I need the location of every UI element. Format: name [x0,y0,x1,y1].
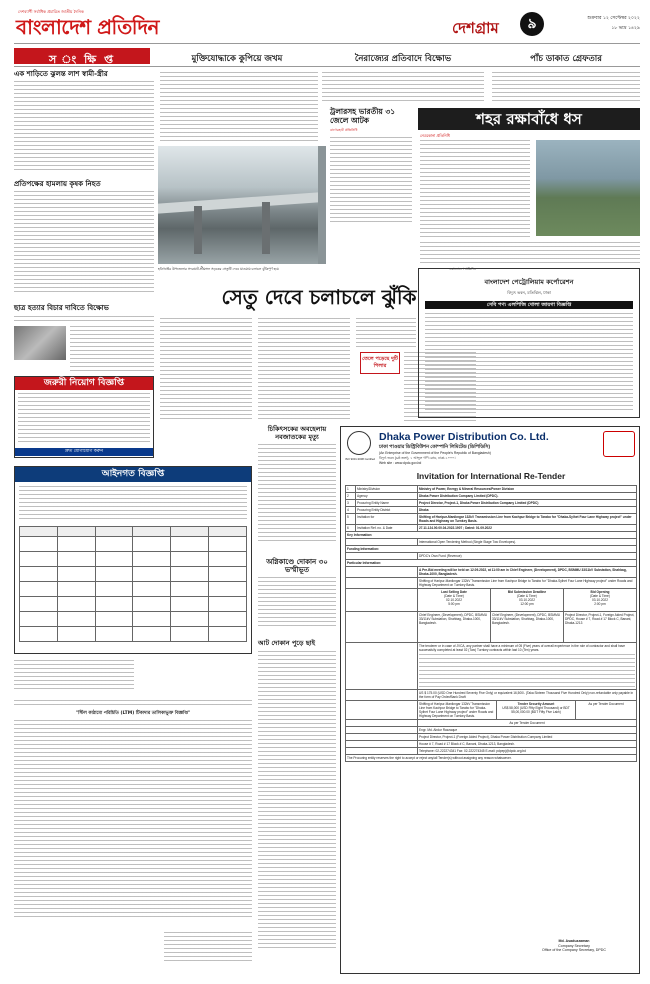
last-selling-date: 02.10.2022 [446,598,462,602]
opening-cell [564,589,636,611]
date-bangla: ১৮ ভাদ্র ১৪২৯ [611,26,640,31]
security-cell [497,701,576,719]
price-value: US $ 175.00 (USD One Hundred Seventy Five Only) or equivalent 16,500/- (Taka Sixteen Thousand Five Hundred Only) non-refundable only payable in the form of Pay Order/Bank Draft [419,691,634,699]
story-student [14,304,154,312]
opening-time: 2:00 pm [594,602,606,606]
row-num: 1 [346,486,356,492]
iso-badge [347,431,371,455]
official-contact-row [345,748,637,755]
story-body [322,72,484,102]
row-label: Ministry/Division [356,486,418,492]
prebid-row [345,567,637,578]
selling-office: Chief Engineer, (Development), DPDC, BSMMU 33/11kV Substation, Shahbag, Dhaka-1000, Bangladesh. [418,612,491,642]
corp-title: বাংলাদেশ পেট্রোলিয়াম কর্পোরেশন [484,278,574,286]
official-name: Engr. Md. Abdur Razzaque [419,728,458,732]
row-label: Procuring Entity Name [356,500,418,506]
bridge-headline: সেতু দেবে চলাচলে ঝুঁকি [221,285,417,309]
story-protest-body [322,72,484,102]
notice-bottom-left [14,660,252,970]
story-body [14,316,154,324]
row-label: Agency [356,493,418,499]
sign-office: Office of the Company Secretary, DPDC [542,948,606,953]
last-selling-time: 5:00 pm [448,602,460,606]
notice-title: "স্টিল কাঠামো পরিচিতি (LTM) টিকাদার তালিকাভুক্ত বিজ্ঞপ্তি" [75,711,191,716]
opening-label: Bid Opening [590,590,610,594]
bridge-body-col1 [160,318,252,420]
bridge-body-col3 [356,318,416,348]
story-robbers-body [492,72,640,104]
row-num: 2 [346,493,356,499]
particular-label: Particular Information: [345,560,637,567]
company-name-bangla: ঢাকা পাওয়ার ডিস্ট্রিবিউশন কোম্পানি লিমিটেড (ডিপিডিসি) [379,445,491,450]
price-row [345,690,637,701]
story-body [258,577,336,627]
security-row [345,701,637,720]
company-address: বিদ্যুৎ ভবন (৬ষ্ঠ তলা), ১ আব্দুল গণি রোড, ঢাকা-১০০০। [379,456,456,460]
iso-text: ISO 9001:2008 Certified [344,457,375,461]
notice-header-text [14,660,134,692]
procurement-method-value: International Open Tendering Method (Single Stage Two Envelopes). [419,540,516,544]
delivery-location: As per Tender Document [588,702,624,706]
opening-sub: (Date & Time) [590,594,610,598]
eligibility-row [345,643,637,690]
tender-row [345,500,637,507]
flood-headline-bar [418,108,640,130]
newspaper-logo: বাংলাদেশ প্রতিদিন [16,15,159,39]
row-label: Invitation Ref. no. & Date [356,525,418,531]
company-website: Web site : www.dpdc.gov.bd [379,461,422,465]
completion-value: As per Tender Document [509,721,545,725]
story-title: প্রতিপক্ষের হামলায় কৃষক নিহত [14,180,101,188]
story-body [70,326,154,372]
story-photo [14,326,66,360]
bridge-pillar [262,202,270,254]
headline-freedom-fighter: মুক্তিযোদ্ধাকে কুপিয়ে জখম [191,54,283,64]
job-ad-title: জরুরী নিয়োগ বিজ্ঞপ্তি [15,377,153,390]
story-title: ছাত্র হত্যার বিচার দাবিতে বিক্ষোভ [14,304,109,312]
row-num: 4 [346,507,356,513]
submission-time: 12:00 pm [520,602,534,606]
submission-sub: (Date & Time) [517,594,537,598]
date-english: শুক্রবার ১২ সেপ্টেম্বর ২০২২ [587,16,640,21]
funding-label: Funding Information: [345,546,637,553]
legal-advertisement [14,466,252,654]
bridge-deck [158,192,318,213]
prebid-value: A Pre-Bid meeting will be held on 12.09.2022, at 11:00 am in Chief Engineer, (Development), DPDC, BSMMU 33/11kV Substation, Shahbag, Dhaka-1000, Bangladesh. [419,568,627,576]
story-title: অগ্নিকাণ্ডে দোকান ৩০ ভস্মীভূত [266,558,328,574]
bridge-pull-quote [360,352,400,374]
legal-ad-body [19,486,247,522]
procurement-method [345,539,637,546]
flood-body-bottom [420,242,640,264]
submission-cell [491,589,564,611]
eligibility-more [419,654,635,688]
tender-doc-row [345,578,637,589]
row-num: 6 [346,525,356,531]
logo-mujib [603,431,635,457]
last-selling-label: Last Selling Date [441,590,467,594]
official-name-row [345,727,637,734]
funding-value: DPDC's Own Fund (Revenue) [419,554,462,558]
logo-tagline: দেশব্যাপী সর্বাধিক প্রচারিত জাতীয় দৈনিক [18,9,84,14]
job-advertisement [14,376,154,458]
eligibility-text: The tenderer or in case of JVCA, any partner shall have a minimum of 05 (Five) years of overall experience in the role of contractor and shall have successfully completed at least 02 (Two) Turnkey contracts within last 10 (Ten) years. [419,644,626,652]
section-name: দেশগ্রাম [452,19,499,37]
offices-row [345,612,637,643]
tender-row [345,507,637,514]
story-title: চিকিৎসকের অবহেলায় নবজাতকের মৃত্যু [267,425,327,441]
story-farmer [14,180,154,295]
story-body [330,137,412,225]
story-hanging [14,70,154,173]
bridge-pillar [194,206,202,254]
row-num: 3 [346,500,356,506]
story-trawler [330,108,412,225]
security-label: Tender Security Amount [517,702,555,706]
security-item: Shifting of Haripur-Manikngar 132kV Transmission Line from Kachpur Bridge to Tarabo for "Dhaka-Sylhet Four Lane Highway project" under Roads and Highway Department on Turnkey Basis. [418,701,497,719]
opening-date: 03.10.2022 [592,598,608,602]
sonkhipto-label: স ং ক্ষি প্ত [48,53,116,66]
sign-title: Company Secretary [558,943,590,948]
story-newborn [258,426,336,542]
official-desig-row [345,734,637,741]
story-body [14,191,154,295]
security-value: US$ 58,000 (USD Fifty Eight Thousand) or BDT 55,00,000.00 (BDT Fifty Five Lakh) [502,706,570,714]
receiving-office: Chief Engineer, (Development), DPDC, BSMMU 33/11kV Substation, Shahbag, Dhaka-1000, Bangladesh. [491,612,564,642]
story-title: এক শাড়িতে ঝুলন্ত লাশ স্বামী-স্ত্রীর [14,70,108,78]
bridge-body-col2 [258,318,350,420]
company-enterprise: (An Enterprise of the Government of the People's Republic of Bangladesh) [379,451,491,455]
legal-ad-title: আইনগত বিজ্ঞপ্তি [15,467,251,482]
funding-row [345,553,637,560]
official-address-row [345,741,637,748]
corp-notice-title: সেবি পণ্য এলপিজি খোলা জায়গা বিজ্ঞপ্তি [425,301,633,309]
key-info-label: Key Information: [345,532,637,539]
row-value: 27.11.124.00.00.04.2022.1907 ; Dated: 01.09.2022 [419,526,492,530]
row-label: Procuring Entity District [356,507,418,513]
story-byline: বাগেরহাট প্রতিনিধি [330,128,358,132]
legal-ad-table [19,526,247,642]
corp-notice [418,268,640,418]
tender-doc-value: Shifting of Haripur-Manikngar 132kV Transmission Line from Kachpur Bridge to Tarabo for "Dhaka-Sylhet Four Lane Highway project" under Roads and Highway Department on Turnkey Basis. [419,579,633,587]
page-number-badge [520,12,544,36]
job-ad-body [18,393,150,445]
bridge-photo [158,146,318,264]
tender-row [345,493,637,500]
row-label: Invitation for [356,514,418,524]
story-shops-burned [258,640,336,951]
completion-row [345,720,637,727]
story-fire [258,558,336,627]
flood-title: শহর রক্ষাবাঁধে ধস [476,110,582,128]
row-num: 5 [346,514,356,524]
official-designation: Project Director, Project-1 (Foreign Aided Project), Dhaka Power Distribution Company Limited [419,735,553,739]
tender-row [345,485,637,493]
story-body [14,81,154,173]
headline-protest: নৈরাজ্যের প্রতিবাদে বিক্ষোভ [354,54,452,64]
sonkhipto-banner [14,48,150,64]
date-block [550,14,640,32]
pull-quote-text: তেলে পড়েছে দুটি পিলার [362,356,398,369]
story-title: আট দোকান পুড়ে ছাই [258,639,316,647]
official-contact: Telephone: 02-222274341 Fax: 02-222274345 E-mail: pdpepj@dpdc.org.bd [419,749,526,753]
official-address: House # 7, Road # 17 Block # C, Banani, Dhaka-1213, Bangladesh. [419,742,515,746]
tender-table [345,485,637,762]
page-number: ৯ [527,16,537,32]
company-name: Dhaka Power Distribution Co. Ltd. [379,431,549,443]
caption-text: হবিগঞ্জের উপজেলার সদরঘাট-শ্রীমঙ্গল সড়কের সেতুটি দেবে যাওয়ায় চলাচল ঝুঁকিপূর্ণ হয়ে [158,267,279,271]
last-selling-cell [418,589,491,611]
notice-ref [14,700,252,706]
tender-note: The Procuring entity reserves the right to accept or reject any/all Tender(s) without assigning any reason whatsoever. [345,755,637,762]
notice-signature [164,932,252,962]
row-value: Ministry of Power, Energy & Mineral Resources/Power Division [419,487,515,491]
last-selling-sub: (Date & Time) [444,594,464,598]
story-body [258,444,336,542]
flood-body-left [420,140,530,238]
opening-office: Project Director, Project-1, Foreign Aided Project, DPDC, House # 7, Road # 17 Block C, Banani, Dhaka-1213 [565,613,635,625]
submission-date: 03.10.2022 [519,598,535,602]
tender-row [345,525,637,532]
row-value: Dhaka Power Distribution Company Limited (DPDC). [419,494,499,498]
masthead [14,8,640,44]
row-value: Dhaka [419,508,429,512]
story-title: ট্রলারসহ ভারতীয় ৩১ জেলে আটক [330,107,396,125]
job-ad-footer: দ্রুত যোগাযোগ করুন [15,448,153,456]
story-body [258,651,336,951]
tender-title: Invitation for International Re-Tender [416,471,566,481]
flood-photo [536,140,640,236]
flood-byline: নেত্রকোনা প্রতিনিধি [420,133,450,138]
dpdc-tender [340,426,640,974]
eligibility-value [418,643,636,689]
row-value: Project Director, Project-1, Dhaka Power Distribution Company Limited (DPDC) [419,501,539,505]
caption-credit: –বাংলাদেশ প্রতিদিন [449,267,476,271]
corp-notice-body [425,313,633,413]
tender-row [345,514,637,525]
notice-body [14,720,252,920]
submission-label: Bid Submission Deadline [507,590,547,594]
corp-address: বিদ্যুৎ ভবন, মতিঝিল, ঢাকা [507,290,551,295]
dates-row [345,589,637,612]
headline-robbers: পাঁচ ডাকাত গ্রেফতার [530,54,602,64]
bridge-photo-extension [318,146,326,264]
story-freedom-fighter-body [160,72,318,142]
tender-signature [511,939,637,953]
rule [14,66,640,67]
sign-name: Md. Asaduzzaman [558,939,590,943]
row-value: Shifting of Haripur-Manikngar 132kV Transmission Line from Kachpur Bridge to Tarabo for "Dhaka-Sylhet Four Lane Highway project" under Roads and Highway on Turnkey Basis. [419,515,632,523]
